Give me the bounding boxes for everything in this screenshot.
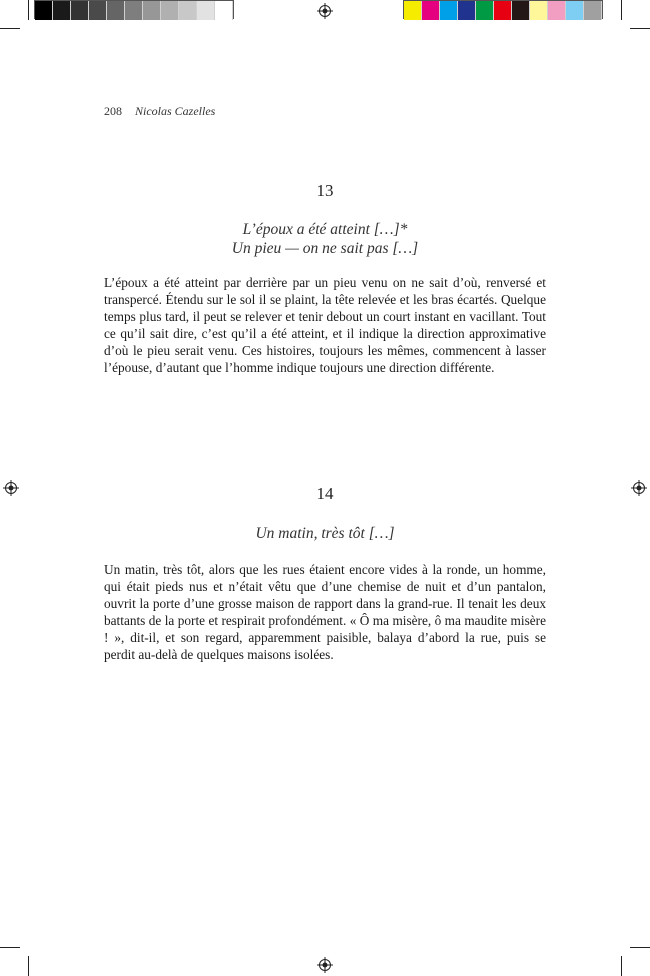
section-title xyxy=(104,220,546,258)
section-title xyxy=(104,524,546,543)
color-swatch xyxy=(440,1,458,20)
color-swatch xyxy=(512,1,530,20)
section-body: L’époux a été atteint par derrière par un pieu venu on ne sait d’où, renversé et transpercé. Étendu sur le sol il se plaint, la tête relevée et les bras écartés. Quelque temps plus tard, il peut se relever et tenir debout un court instant en vacillant. Tout ce qu’il sait dire, c’est qu’il a été atteint, et il indique la direction approximative d’où le pieu serait venu. Ces histoires, toujours les mêmes, commencent à lasser l’épouse, d’autant que l’homme indique toujours une direction différente. xyxy=(104,275,546,375)
gray-swatch xyxy=(35,1,53,20)
gray-swatch xyxy=(125,1,143,20)
gray-swatch xyxy=(161,1,179,20)
crop-mark xyxy=(28,956,29,976)
crop-mark xyxy=(621,956,622,976)
gray-swatch xyxy=(215,1,233,20)
running-header xyxy=(104,104,215,119)
color-swatch xyxy=(422,1,440,20)
color-swatch xyxy=(530,1,548,20)
section-number: 13 xyxy=(316,181,334,200)
section-title-line: L’époux a été atteint […]* xyxy=(242,221,408,238)
gray-swatch xyxy=(53,1,71,20)
crop-mark xyxy=(630,947,650,948)
page-number: 208 xyxy=(104,104,122,118)
gray-swatch xyxy=(197,1,215,20)
gray-swatch xyxy=(71,1,89,20)
gray-swatch xyxy=(179,1,197,20)
color-swatch xyxy=(548,1,566,20)
registration-mark-icon xyxy=(631,480,647,496)
color-swatch xyxy=(476,1,494,20)
registration-mark-icon xyxy=(317,957,333,973)
registration-mark-icon xyxy=(317,3,333,19)
crop-mark xyxy=(0,947,20,948)
crop-mark xyxy=(630,28,650,29)
section-number: 14 xyxy=(316,484,334,503)
registration-mark-icon xyxy=(3,480,19,496)
gray-swatch xyxy=(143,1,161,20)
process-color-bar xyxy=(403,0,603,19)
color-swatch xyxy=(584,1,602,20)
section-body: Un matin, très tôt, alors que les rues étaient encore vides à la ronde, un homme, qui était pieds nus et n’était vêtu que d’une chemise de nuit et d’un pantalon, ouvrit la porte d’une grosse maison de rapport dans la grand-rue. Il tenait les deux battants de la porte et respirait profondément. « Ô ma misère, ô ma maudite misère ! », dit-il, et son regard, apparemment paisible, balaya d’abord la rue, puis se perdit au-delà de quelques maisons isolées. xyxy=(104,562,546,662)
author-name: Nicolas Cazelles xyxy=(135,104,216,118)
gray-swatch xyxy=(107,1,125,20)
crop-mark xyxy=(28,0,29,20)
section-title-line: Un matin, très tôt […] xyxy=(255,525,395,542)
color-swatch xyxy=(566,1,584,20)
color-swatch xyxy=(494,1,512,20)
color-swatch xyxy=(458,1,476,20)
crop-mark xyxy=(0,28,20,29)
section-title-line: Un pieu — on ne sait pas […] xyxy=(231,240,419,257)
grayscale-color-bar xyxy=(34,0,234,19)
gray-swatch xyxy=(89,1,107,20)
color-swatch xyxy=(404,1,422,20)
crop-mark xyxy=(621,0,622,20)
